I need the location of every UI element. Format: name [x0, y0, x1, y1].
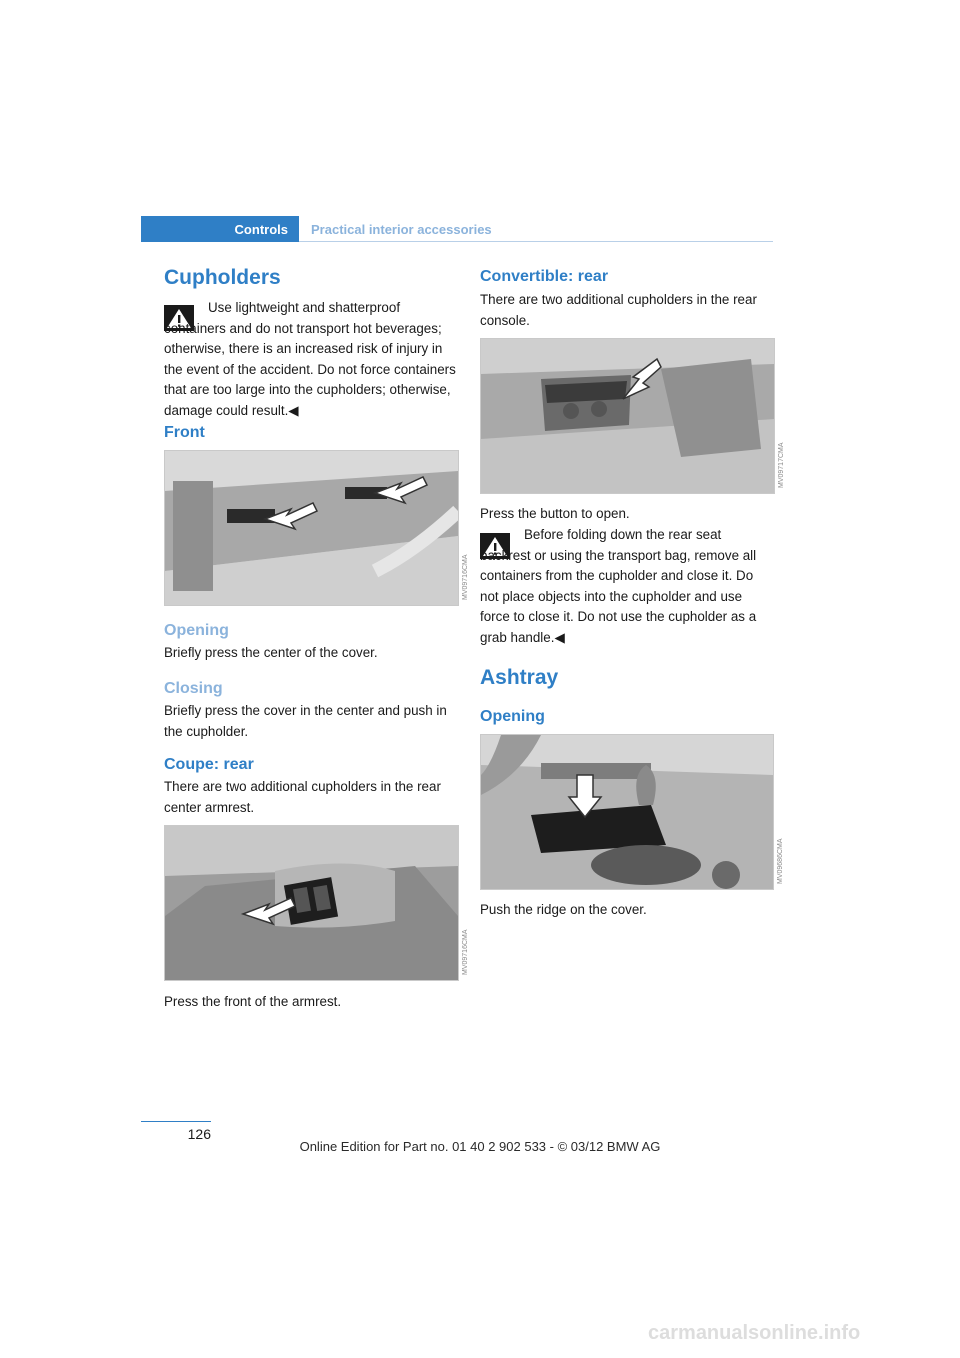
header-section: Controls: [234, 222, 288, 237]
closing-title: Closing: [164, 680, 223, 697]
front-cupholder-photo: [164, 450, 459, 606]
ashtray-title: Ashtray: [480, 666, 559, 689]
ashtray-photo: [480, 734, 774, 890]
convertible-rear-intro: There are two additional cupholders in the rear console.: [480, 292, 757, 328]
ashtray-photo-code: MV09686CMA: [777, 838, 784, 884]
page-number: 126: [187, 1126, 211, 1142]
cupholders-warning: Use lightweight and shatterproof containers and do not transport hot beverages; otherwise, there is an increased risk of injury in the event of the accident. Do not force containers that are too large into the cupholders; otherwise, damage could result.◀: [164, 300, 456, 418]
convertible-rear-photo: [480, 338, 775, 494]
opening-title: Opening: [164, 622, 229, 639]
header-subsection: Practical interior accessories: [311, 222, 492, 237]
ashtray-opening-title: Opening: [480, 708, 545, 725]
coupe-photo-code: MV09716CMA: [462, 929, 469, 975]
coupe-rear-intro: There are two additional cupholders in the rear center armrest.: [164, 779, 441, 815]
watermark: carmanualsonline.info: [648, 1322, 861, 1344]
coupe-rear-title: Coupe: rear: [164, 756, 254, 773]
convertible-rear-title: Convertible: rear: [480, 268, 609, 285]
header-rule: [299, 241, 773, 242]
closing-text: Briefly press the cover in the center and push in the cupholder.: [164, 703, 447, 739]
convertible-rear-warning: Before folding down the rear seat backrest or using the transport bag, remove all containers from the cupholder and close it. Do not place objects into the cupholder and use force to close it. Do not use the cupholder as a grab handle.◀: [480, 527, 757, 645]
coupe-rear-instruction: Press the front of the armrest.: [164, 994, 342, 1009]
page-number-rule: [141, 1121, 211, 1122]
front-photo-code: MV09716CMA: [462, 554, 469, 600]
ashtray-instruction: Push the ridge on the cover.: [480, 902, 647, 917]
coupe-rear-photo: [164, 825, 459, 981]
front-title: Front: [164, 424, 205, 441]
footer-text: Online Edition for Part no. 01 40 2 902 533 - © 03/12 BMW AG: [299, 1139, 661, 1154]
convertible-photo-code: MV09717CMA: [778, 442, 785, 488]
convertible-rear-instruction: Press the button to open.: [480, 506, 630, 521]
opening-text: Briefly press the center of the cover.: [164, 645, 378, 660]
cupholders-title: Cupholders: [164, 266, 281, 289]
